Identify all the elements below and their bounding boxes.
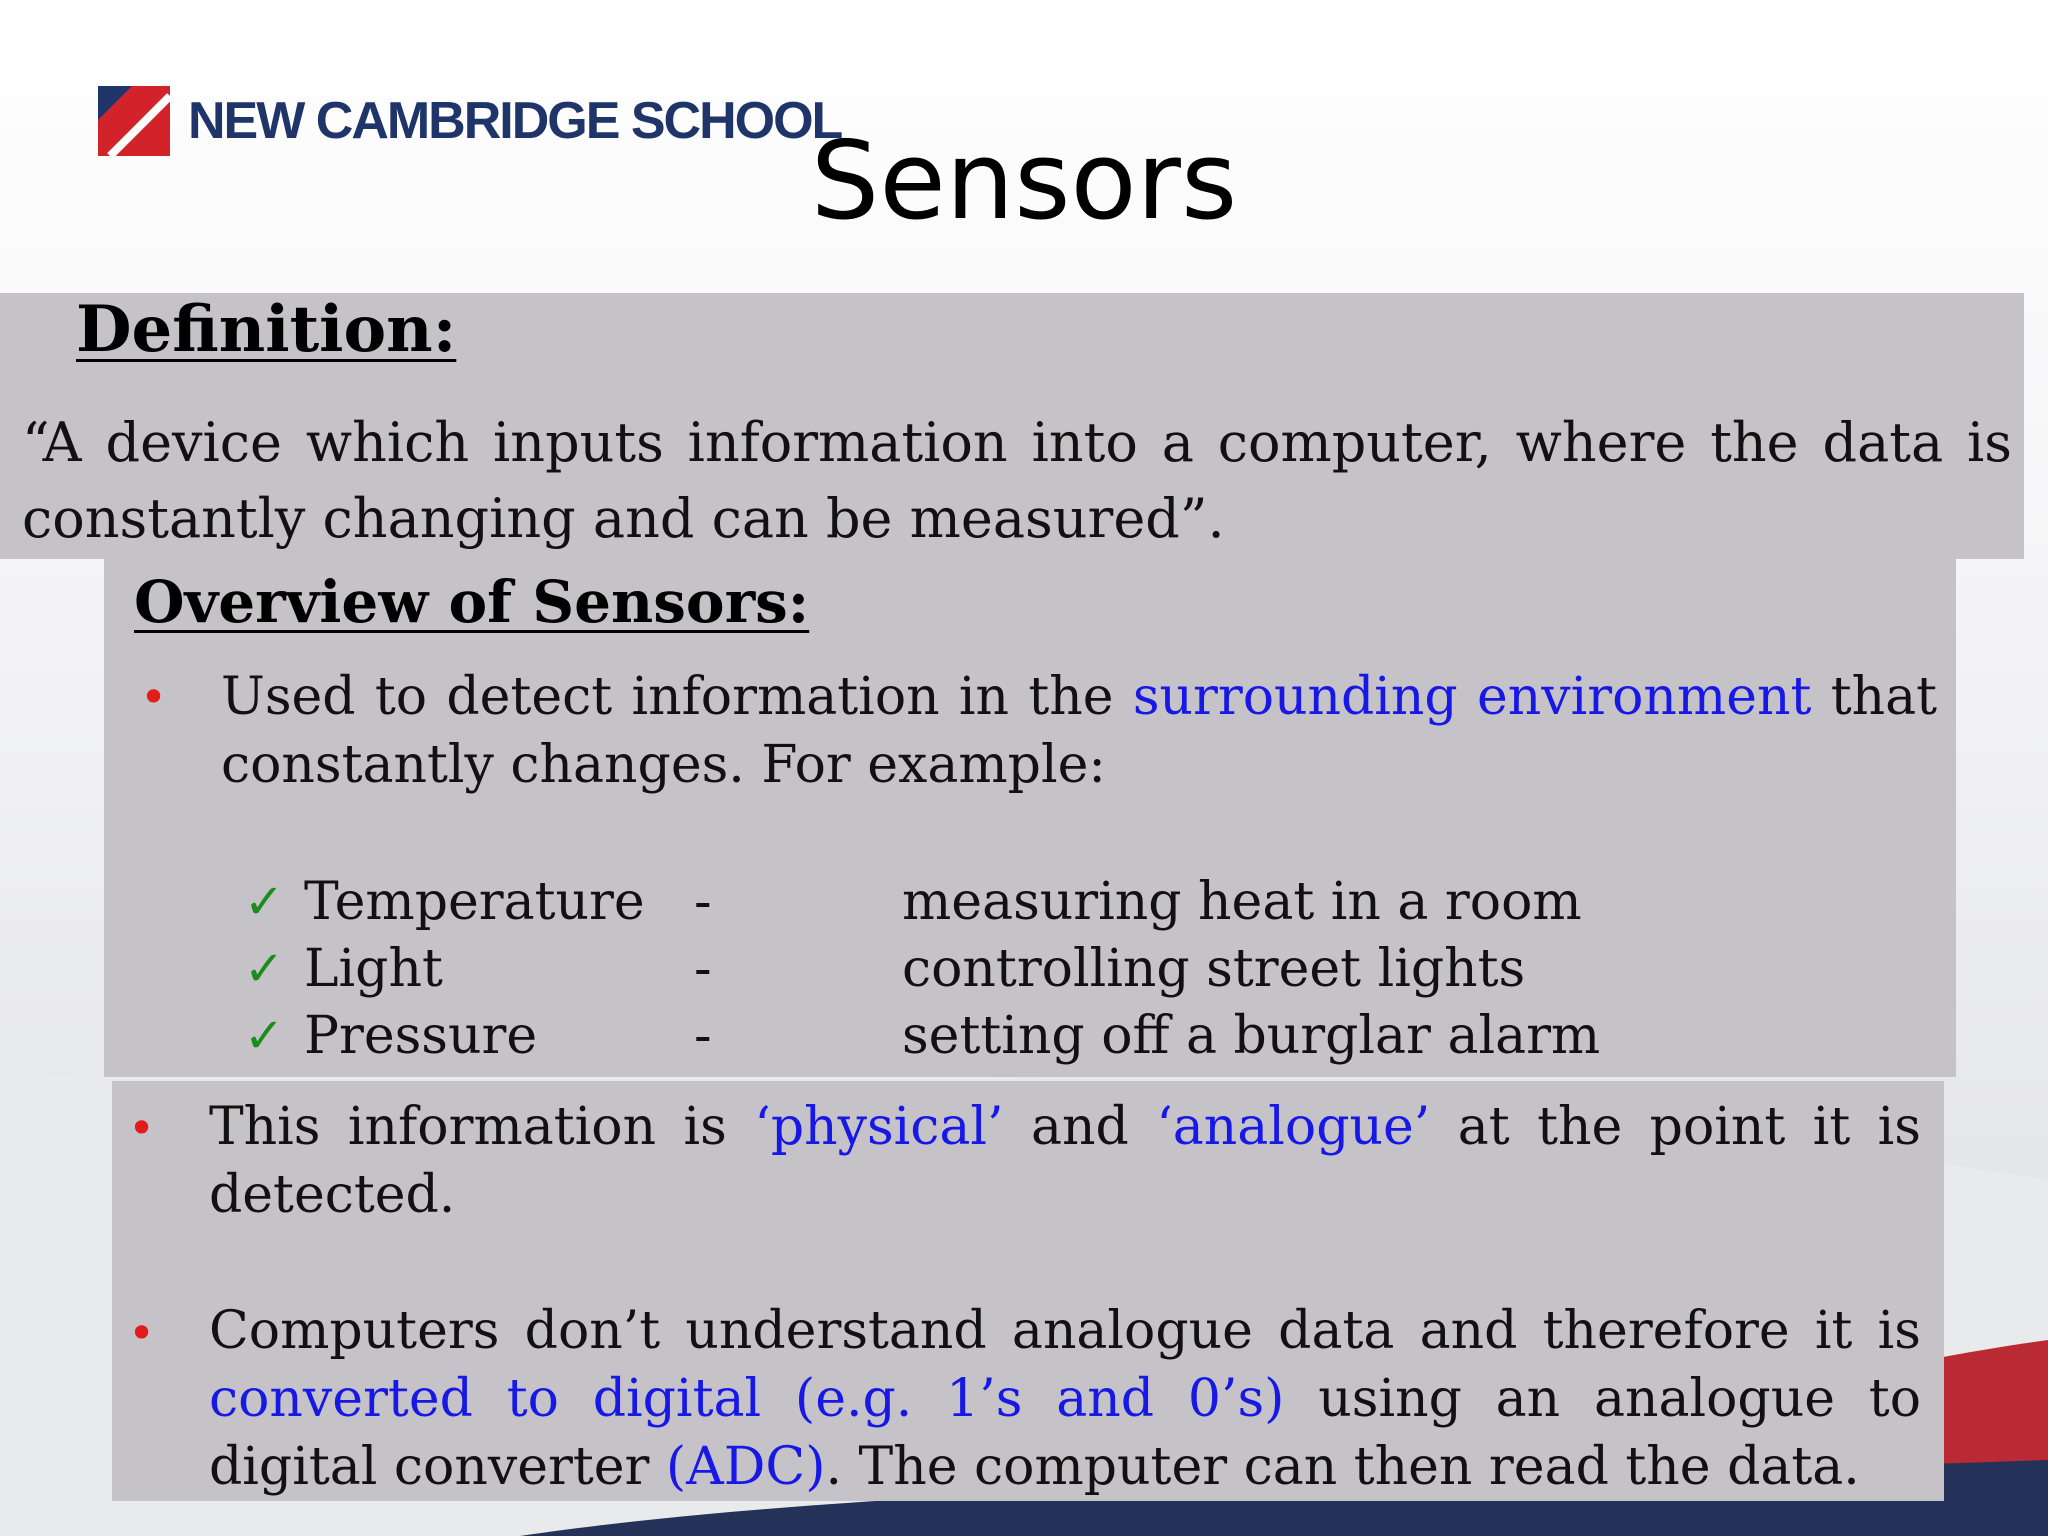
example-dash: - — [694, 939, 712, 999]
definition-text: “A device which inputs information into a computer, where the data is constantly changing and can be measured”. — [22, 411, 2012, 550]
example-dash: - — [694, 872, 712, 932]
example-description: setting off a burglar alarm — [902, 1006, 1601, 1066]
text-segment: and — [1003, 1097, 1157, 1157]
bullet-dot-icon: • — [128, 1306, 156, 1360]
bullet-dot-icon: • — [128, 1101, 156, 1155]
logo-text: NEW CAMBRIDGE SCHOOL — [188, 92, 842, 150]
check-icon: ✓ — [244, 874, 285, 930]
highlight-surrounding-environment: surrounding environment — [1132, 667, 1812, 727]
highlight-analogue: ‘analogue’ — [1156, 1097, 1431, 1157]
definition-heading: Definition: — [76, 292, 457, 367]
overview-bullet-text — [221, 663, 1937, 799]
example-name: Light — [304, 939, 443, 999]
text-segment: using an analogue to digital converter — [209, 1369, 1921, 1497]
text-segment: at the point it is detected. — [209, 1097, 1921, 1225]
bullet-dot-icon: • — [140, 670, 168, 724]
highlight-converted-to-digital: converted to digital (e.g. 1’s and 0’s) — [209, 1369, 1285, 1429]
text-segment: Used to detect information in the — [221, 667, 1133, 727]
example-description: measuring heat in a room — [902, 872, 1582, 932]
highlight-physical: ‘physical’ — [754, 1097, 1004, 1157]
slide-title: Sensors — [810, 119, 1238, 244]
text-segment: that constantly changes. For example: — [221, 667, 1937, 795]
physical-analogue-text — [209, 1093, 1921, 1229]
check-icon: ✓ — [244, 941, 285, 997]
highlight-adc: (ADC) — [665, 1437, 826, 1497]
overview-heading: Overview of Sensors: — [134, 568, 810, 636]
check-icon: ✓ — [244, 1008, 285, 1064]
text-segment: This information is — [209, 1097, 755, 1157]
adc-conversion-text — [209, 1297, 1921, 1501]
example-name: Temperature — [304, 872, 645, 932]
example-name: Pressure — [304, 1006, 538, 1066]
example-dash: - — [694, 1006, 712, 1066]
text-segment: Computers don’t understand analogue data and therefore it is — [209, 1301, 1921, 1361]
text-segment: . The computer can then read the data. — [825, 1437, 1860, 1497]
example-description: controlling street lights — [902, 939, 1526, 999]
